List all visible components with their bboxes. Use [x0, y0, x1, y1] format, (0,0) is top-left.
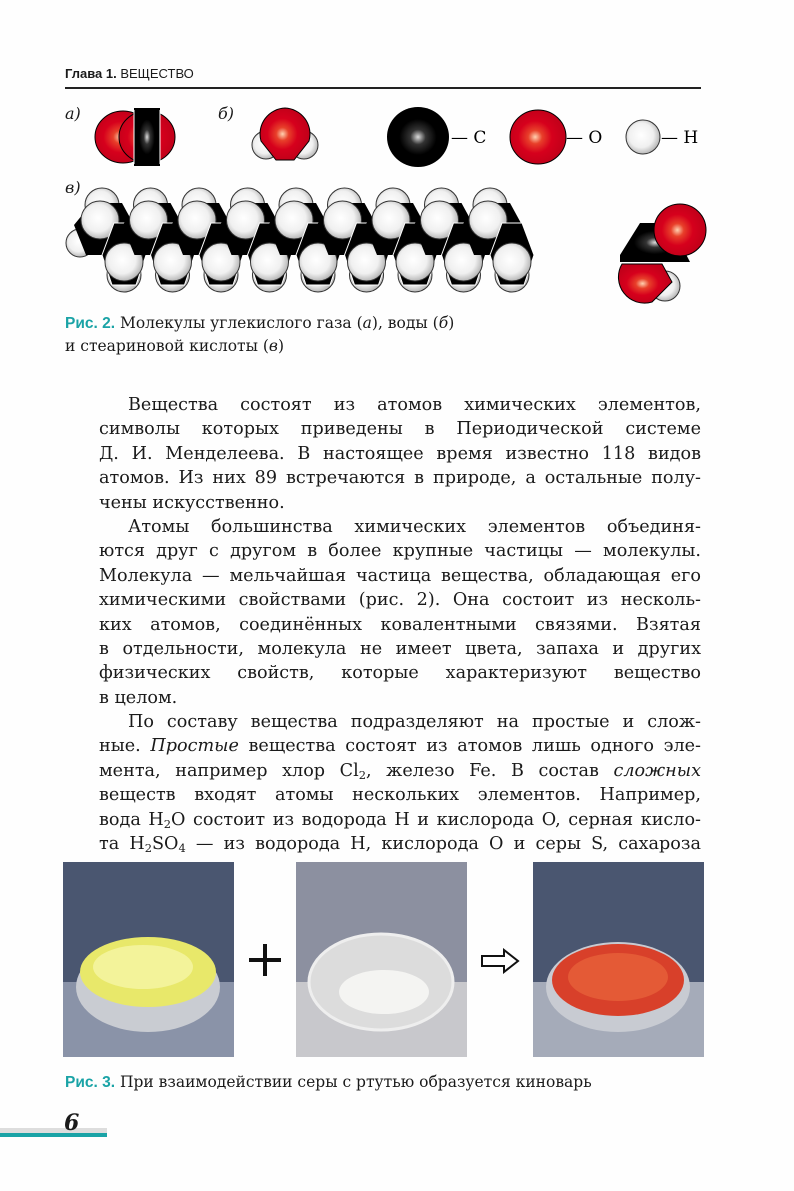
text-segment: символы которых приведены в Периодической системе: [99, 419, 701, 440]
text-segment: чены искусственно.: [99, 492, 285, 513]
text-segment: в отдельности, молекула не имеет цвета, запаха и других: [99, 638, 701, 659]
legend-oxygen: [510, 110, 602, 164]
text-line: [99, 734, 701, 758]
subscript: 2: [358, 767, 366, 782]
subscript: 4: [178, 840, 186, 855]
text-line: [99, 466, 701, 490]
text-segment: ких атомов, соединённых ковалентными связями. Взятая: [99, 614, 701, 635]
hydrogen-atom: [493, 243, 531, 281]
svg-text:— C: — C: [451, 128, 487, 148]
text-line: [99, 637, 701, 661]
text-segment: мента, например хлор Cl: [99, 760, 359, 781]
text-line: [99, 759, 701, 783]
caption-text: и стеариновой кислоты (: [65, 337, 269, 355]
figure2-caption: [65, 312, 454, 357]
caption-text: ): [448, 314, 455, 332]
footer-accent-bar: [0, 1133, 107, 1137]
text-segment: SO: [151, 834, 179, 855]
subscript: 2: [144, 840, 152, 855]
text-line: [99, 832, 701, 856]
chapter-title: ВЕЩЕСТВО: [120, 66, 194, 81]
text-line: [99, 808, 701, 832]
text-segment: O состоит из водорода H и кислорода O, серная кисло-: [171, 809, 701, 830]
text-segment: та H: [99, 834, 145, 855]
svg-text:— H: — H: [661, 128, 699, 148]
water-molecule: [252, 108, 318, 160]
label-a: а): [65, 104, 81, 123]
text-segment: , железо Fe. В состав: [366, 760, 614, 781]
text-segment: Д. И. Менделеева. В настоящее время известно 118 видов: [99, 443, 701, 464]
text-segment: веществ входят атомы нескольких элементов. Например,: [99, 785, 701, 806]
text-segment: атомов. Из них 89 встречаются в природе, а остальные полу-: [99, 468, 701, 489]
text-segment: — из водорода H, кислорода O и серы S, сахароза: [185, 834, 701, 855]
text-segment: Вещества состоят из атомов химических элементов,: [128, 395, 701, 415]
figure2-number: Рис. 2.: [65, 315, 116, 332]
photo-mercury: [296, 862, 467, 1057]
svg-text:— O: — O: [566, 128, 603, 148]
text-line: [99, 710, 701, 734]
label-v: в): [65, 178, 81, 197]
text-segment: вещества состоят из атомов лишь одного эле-: [238, 736, 702, 757]
stearic-acid-molecule: [66, 188, 706, 303]
text-line: [99, 539, 701, 563]
photo-sulfur: [63, 862, 234, 1057]
subscript: 2: [163, 816, 172, 831]
photo-cinnabar: [533, 862, 704, 1057]
molecule-models: [0, 0, 794, 310]
text-segment: Молекула — мельчайшая частица вещества, обладающая его: [99, 565, 701, 586]
text-segment: Атомы большинства химических элементов объединя-: [128, 516, 701, 537]
legend-carbon: [387, 107, 486, 167]
text-segment: По составу вещества подразделяют на простые и слож-: [128, 712, 701, 733]
text-line: [99, 564, 701, 588]
text-line: [99, 442, 701, 466]
text-segment: химическими свойствами (рис. 2). Она состоит из несколь-: [99, 590, 701, 611]
text-line: [99, 613, 701, 637]
oxygen-atom: [654, 204, 706, 256]
page-number: 6: [64, 1110, 80, 1136]
caption-text: а: [362, 314, 372, 332]
caption-text: Молекулы углекислого газа (: [115, 314, 363, 332]
text-segment: вода H: [99, 809, 164, 830]
chapter-number: Глава 1.: [65, 66, 117, 81]
caption-text: ), воды (: [371, 314, 439, 332]
figure3-caption: [65, 1071, 592, 1094]
text-segment: ные.: [99, 736, 151, 757]
text-segment: ются друг с другом в более крупные частицы — молекулы.: [99, 541, 701, 562]
body-text: [99, 393, 701, 856]
text-line: [99, 783, 701, 807]
label-b: б): [218, 104, 235, 123]
caption-text: в: [268, 337, 278, 355]
text-line: [99, 588, 701, 612]
caption-text: При взаимодействии серы с ртутью образуется киноварь: [115, 1073, 592, 1091]
text-segment: сложных: [613, 760, 701, 781]
text-segment: Простые: [150, 736, 239, 757]
text-segment: в целом.: [99, 687, 178, 708]
text-line: [99, 393, 701, 417]
caption-text: ): [277, 337, 285, 355]
plus-sign: [245, 940, 285, 980]
text-line: [99, 661, 701, 685]
text-line: [99, 686, 701, 710]
caption-text: б: [438, 314, 449, 332]
text-line: [99, 417, 701, 441]
text-line: [99, 491, 701, 515]
text-segment: физических свойств, которые характеризуют вещество: [99, 663, 701, 684]
text-line: [99, 515, 701, 539]
co2-molecule: [95, 108, 175, 166]
legend-hydrogen: [626, 120, 698, 154]
figure3-number: Рис. 3.: [65, 1074, 116, 1091]
arrow-right-icon: [480, 948, 520, 974]
